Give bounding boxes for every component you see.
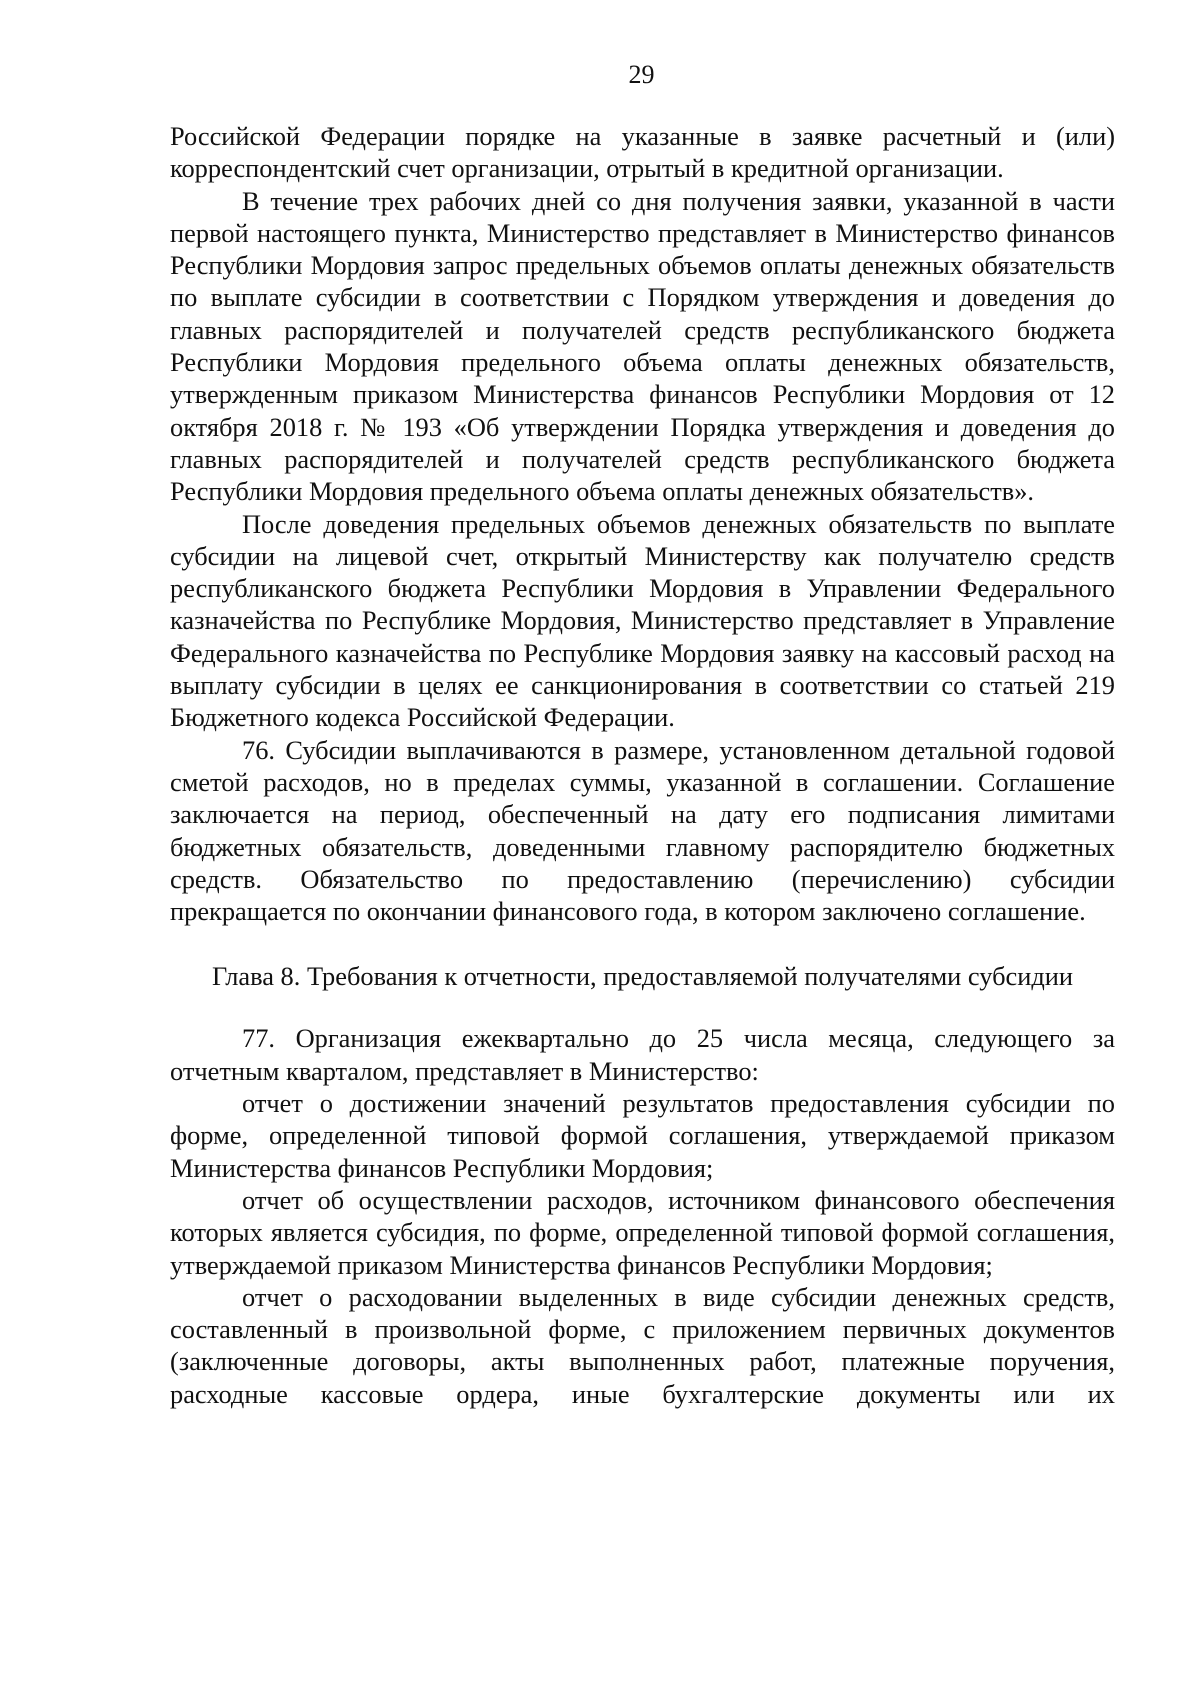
paragraph-report-spending: отчет о расходовании выделенных в виде субсидии денежных средств, составленный в произвольной форме, с приложением первичных документов (заключенные договоры, акты выполненных работ, платежные поручения, расходные кассовые ордера, иные бухгалтерские документы или их — [170, 1281, 1115, 1409]
paragraph-report-expenses: отчет об осуществлении расходов, источником финансового обеспечения которых является субсидия, по форме, определенной типовой формой соглашения, утверждаемой приказом Министерства финансов Республики Мордовия; — [170, 1184, 1115, 1280]
paragraph-treasury-request: В течение трех рабочих дней со дня получения заявки, указанной в части первой настоящего пункта, Министерство представляет в Министерство финансов Республики Мордовия запрос предельных объемов оплаты денежных обязательств по выплате субсидии в соответствии с Порядком утверждения и доведения до главных распорядителей и получателей средств республиканского бюджета Республики Мордовия предельного объема оплаты денежных обязательств, утвержденным приказом Министерства финансов Республики Мордовия от 12 октября 2018 г. № 193 «Об утверждении Порядка утверждения и доведения до главных распорядителей и получателей средств республиканского бюджета Республики Мордовия предельного объема оплаты денежных обязательств». — [170, 185, 1115, 507]
chapter-heading: Глава 8. Требования к отчетности, предоставляемой получателями субсидии — [211, 961, 1074, 992]
paragraph-continuation: Российской Федерации порядке на указанные в заявке расчетный и (или) корреспондентский счет организации, отрытый в кредитной организации. — [170, 121, 1115, 184]
paragraph-report-results: отчет о достижении значений результатов предоставления субсидии по форме, определенной типовой формой соглашения, утверждаемой приказом Министерства финансов Республики Мордовия; — [170, 1088, 1115, 1183]
paragraph-item-77: 77. Организация ежеквартально до 25 числа месяца, следующего за отчетным кварталом, представляет в Министерство: — [170, 1023, 1115, 1086]
paragraph-item-76: 76. Субсидии выплачиваются в размере, установленном детальной годовой сметой расходов, но в пределах суммы, указанной в соглашении. Соглашение заключается на период, обеспеченный на дату его подписания лимитами бюджетных обязательств, доведенными главному распорядителю бюджетных средств. Обязательство по предоставлению (перечислению) субсидии прекращается по окончании финансового года, в котором заключено соглашение. — [170, 734, 1115, 927]
document-body — [170, 120, 1115, 1410]
page-number: 29 — [628, 60, 655, 89]
paragraph-cash-expense-request: После доведения предельных объемов денежных обязательств по выплате субсидии на лицевой счет, открытый Министерству как получателю средств республиканского бюджета Республики Мордовия в Управлении Федерального казначейства по Республике Мордовия, Министерство представляет в Управление Федерального казначейства по Республике Мордовия заявку на кассовый расход на выплату субсидии в целях ее санкционирования в соответствии со статьей 219 Бюджетного кодекса Российской Федерации. — [170, 508, 1115, 733]
